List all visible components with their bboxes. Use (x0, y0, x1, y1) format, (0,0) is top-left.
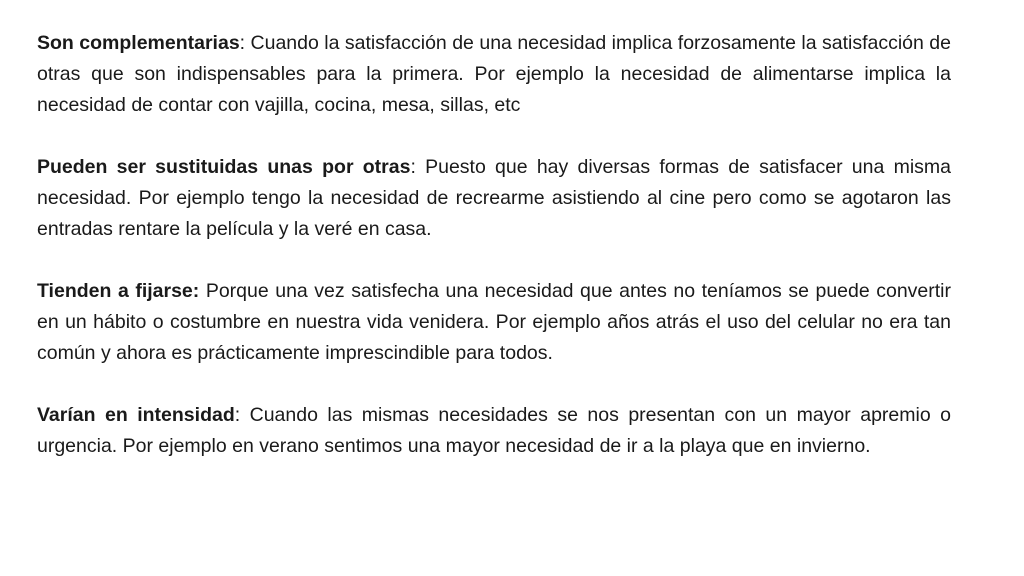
paragraph-complementarias (37, 28, 951, 121)
slide-body (37, 28, 951, 493)
paragraph-sustituidas (37, 152, 951, 245)
paragraph-term: Varían en intensidad (37, 404, 235, 426)
paragraph-term: Son complementarias (37, 32, 240, 54)
paragraph-text: : Cuando la satisfacción de una necesidad implica forzosamente la satisfacción de otras que son indispensables para la primera. Por ejemplo la necesidad de alimentarse implica la necesidad de contar con vajilla, cocina, mesa, sillas, etc (37, 32, 951, 116)
paragraph-fijarse (37, 276, 951, 369)
paragraph-intensidad (37, 400, 951, 462)
paragraph-text: : Puesto que hay diversas formas de satisfacer una misma necesidad. Por ejemplo tengo la necesidad de recrearme asistiendo al cine pero como se agotaron las entradas rentare la película y la veré en casa. (37, 156, 951, 240)
paragraph-term: Tienden a fijarse: (37, 280, 200, 302)
paragraph-term: Pueden ser sustituidas unas por otras (37, 156, 411, 178)
paragraph-text: Porque una vez satisfecha una necesidad que antes no teníamos se puede convertir en un hábito o costumbre en nuestra vida venidera. Por ejemplo años atrás el uso del celular no era tan común y ahora es prácticamente imprescindible para todos. (37, 280, 952, 364)
paragraph-text: : Cuando las mismas necesidades se nos presentan con un mayor apremio o urgencia. Por ejemplo en verano sentimos una mayor necesidad de ir a la playa que en invierno. (37, 404, 951, 457)
